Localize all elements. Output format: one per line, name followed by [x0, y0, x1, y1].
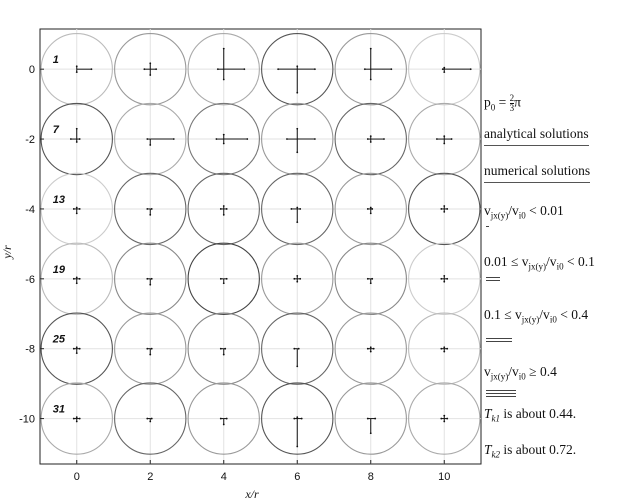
velocity-vector-tip: [146, 138, 148, 140]
legend-condition-3: $0.1 \le v_{jx(y)}/v_{i0} < 0.4$: [484, 307, 589, 325]
legend-tk1: $T_{k1}$ is about 0.44.: [484, 406, 577, 424]
legend-analytical: analytical solutions: [484, 126, 589, 146]
velocity-vector-tip: [224, 348, 226, 350]
velocity-vector-tip: [314, 138, 316, 140]
x-tick-label: 0: [73, 471, 80, 483]
velocity-vector-tip: [223, 134, 225, 136]
velocity-vector-tip: [314, 68, 316, 70]
velocity-vector-tip: [76, 128, 78, 130]
velocity-vector-tip: [296, 151, 298, 153]
row-index-label: 31: [52, 403, 65, 416]
velocity-vector-tip: [149, 284, 151, 286]
velocity-vector-tip: [443, 346, 445, 348]
velocity-vector-tip: [146, 278, 148, 280]
x-tick-label: 4: [220, 471, 227, 483]
velocity-vector-tip: [367, 138, 369, 140]
velocity-vector-tip: [76, 346, 78, 348]
y-tick-label: -2: [25, 134, 35, 147]
velocity-vector-tip: [293, 278, 295, 280]
velocity-vector-tip: [146, 348, 148, 350]
velocity-vector-tip: [76, 141, 78, 143]
velocity-vector-tip: [223, 48, 225, 50]
legend-condition-2: $0.01 \le v_{jx(y)}/v_{i0} < 0.1$: [484, 254, 595, 272]
velocity-vector-tip: [296, 92, 298, 94]
velocity-vector-tip: [446, 208, 448, 210]
velocity-vector-tip: [451, 138, 453, 140]
velocity-vector-tip: [443, 205, 445, 207]
velocity-vector-tip: [223, 354, 225, 356]
velocity-vector-tip: [149, 214, 151, 216]
legend-swatch-4: [486, 390, 516, 399]
velocity-vector-tip: [371, 278, 373, 280]
x-axis-label: x/r: [245, 487, 259, 501]
x-tick-label: 6: [294, 471, 301, 483]
velocity-vector-tip: [220, 278, 222, 280]
velocity-vector-tip: [149, 421, 151, 423]
velocity-vector-tip: [151, 278, 153, 280]
velocity-vector-tip: [223, 282, 225, 284]
velocity-vector-tip: [442, 68, 444, 70]
velocity-vector-tip: [76, 71, 78, 73]
velocity-vector-tip: [149, 354, 151, 356]
x-tick-label: 10: [438, 471, 451, 483]
velocity-vector-tip: [446, 278, 448, 280]
velocity-vector-tip: [73, 348, 75, 350]
velocity-vector-tip: [76, 65, 78, 67]
velocity-vector-tip: [299, 278, 301, 280]
velocity-vector-tip: [443, 71, 445, 73]
velocity-vector-tip: [443, 421, 445, 423]
velocity-vector-tip: [296, 128, 298, 130]
velocity-vector-tip: [79, 138, 81, 140]
row-index-label: 1: [52, 54, 59, 67]
y-axis-label: y/r: [0, 245, 14, 259]
velocity-vector-tip: [299, 208, 301, 210]
velocity-vector-tip: [370, 432, 372, 434]
velocity-vector-tip: [149, 74, 151, 76]
velocity-vector-tip: [91, 68, 93, 70]
velocity-vector-tip: [370, 346, 372, 348]
velocity-vector-tip: [70, 138, 72, 140]
velocity-vector-tip: [151, 208, 153, 210]
velocity-vector-tip: [443, 275, 445, 277]
legend-numerical: numerical solutions: [484, 163, 590, 183]
velocity-vector-tip: [370, 212, 372, 214]
velocity-vector-tip: [293, 348, 295, 350]
velocity-vector-tip: [390, 68, 392, 70]
velocity-vector-tip: [440, 418, 442, 420]
velocity-vector-tip: [296, 275, 298, 277]
velocity-vector-tip: [443, 211, 445, 213]
velocity-vector-tip: [79, 418, 81, 420]
velocity-vector-tip: [446, 348, 448, 350]
velocity-vector-tip: [73, 208, 75, 210]
row-index-label: 13: [52, 193, 65, 206]
velocity-vector-tip: [226, 208, 228, 210]
y-tick-label: -4: [25, 203, 35, 216]
velocity-vector-tip: [246, 138, 248, 140]
velocity-vector-tip: [220, 208, 222, 210]
velocity-vector-tip: [216, 138, 218, 140]
velocity-vector-tip: [298, 348, 300, 350]
velocity-vector-tip: [293, 418, 295, 420]
velocity-vector-tip: [446, 418, 448, 420]
velocity-vector-tip: [146, 418, 148, 420]
velocity-vector-tip: [436, 138, 438, 140]
velocity-vector-tip: [76, 352, 78, 354]
velocity-vector-tip: [73, 418, 75, 420]
velocity-vector-tip: [226, 418, 228, 420]
velocity-vector-tip: [367, 348, 369, 350]
velocity-vector-tip: [149, 62, 151, 64]
velocity-vector-tip: [443, 351, 445, 353]
velocity-vector-tip: [370, 79, 372, 81]
velocity-vector-tip: [440, 208, 442, 210]
velocity-vector-tip: [149, 144, 151, 146]
legend-condition-4: $v_{jx(y)}/v_{i0} \ge 0.4$: [484, 364, 557, 382]
velocity-vector-tip: [79, 278, 81, 280]
velocity-vector-tip: [223, 205, 225, 207]
velocity-vector-tip: [243, 68, 245, 70]
velocity-vector-tip: [296, 446, 298, 448]
velocity-vector-tip: [76, 421, 78, 423]
velocity-vector-tip: [296, 416, 298, 418]
velocity-vector-tip: [383, 138, 385, 140]
legend-p0: $p_0$ = $\frac{2}{3}$ π: [484, 93, 521, 113]
velocity-vector-tip: [440, 278, 442, 280]
velocity-vector-tip: [296, 365, 298, 367]
velocity-vector-tip: [367, 418, 369, 420]
velocity-vector-tip: [296, 281, 298, 283]
velocity-vector-tip: [146, 208, 148, 210]
velocity-vector-tip: [370, 351, 372, 353]
velocity-vector-tip: [217, 68, 219, 70]
velocity-vector-tip: [226, 278, 228, 280]
velocity-vector-tip: [364, 68, 366, 70]
velocity-vector-tip: [220, 348, 222, 350]
velocity-vector-tip: [370, 135, 372, 137]
velocity-vector-tip: [290, 208, 292, 210]
velocity-vector-tip: [223, 424, 225, 426]
velocity-vector-tip: [370, 48, 372, 50]
legend-swatch-3: [486, 338, 516, 344]
velocity-vector-tip: [443, 415, 445, 417]
y-tick-label: -8: [25, 343, 35, 356]
legend-tk2: $T_{k2}$ is about 0.72.: [484, 442, 577, 460]
velocity-vector-tip: [373, 348, 375, 350]
velocity-vector-tip: [223, 214, 225, 216]
x-tick-label: 8: [367, 471, 374, 483]
velocity-vector-tip: [440, 348, 442, 350]
y-tick-label: -6: [25, 273, 35, 286]
velocity-vector-tip: [76, 282, 78, 284]
velocity-vector-tip: [76, 207, 78, 209]
y-tick-label: -10: [19, 413, 35, 426]
velocity-vector-tip: [296, 207, 298, 209]
velocity-vector-tip: [301, 418, 303, 420]
velocity-vector-tip: [76, 276, 78, 278]
velocity-vector-tip: [173, 138, 175, 140]
velocity-vector-tip: [277, 68, 279, 70]
y-tick-label: 0: [28, 64, 35, 77]
velocity-vector-tip: [76, 416, 78, 418]
velocity-vector-tip: [443, 135, 445, 137]
velocity-vector-tip: [370, 207, 372, 209]
x-tick-label: 2: [147, 471, 154, 483]
row-index-label: 19: [52, 263, 65, 276]
velocity-vector-tip: [223, 143, 225, 145]
velocity-vector-tip: [151, 348, 153, 350]
legend-swatch-1: [486, 226, 516, 229]
velocity-vector-tip: [470, 68, 472, 70]
velocity-vector-tip: [443, 281, 445, 283]
velocity-vector-tip: [76, 212, 78, 214]
velocity-vector-tip: [374, 418, 376, 420]
velocity-vector-tip: [79, 208, 81, 210]
velocity-vector-tip: [371, 208, 373, 210]
velocity-vector-tip: [443, 67, 445, 69]
velocity-vector-tip: [367, 208, 369, 210]
velocity-vector-tip: [79, 348, 81, 350]
velocity-vector-tip: [286, 138, 288, 140]
velocity-vector-tip: [370, 141, 372, 143]
velocity-vector-tip: [155, 68, 157, 70]
velocity-vector-tip: [370, 282, 372, 284]
velocity-vector-tip: [143, 68, 145, 70]
row-index-label: 7: [52, 124, 59, 137]
velocity-vector-tip: [367, 278, 369, 280]
row-index-label: 25: [52, 333, 65, 346]
legend-condition-1: $v_{jx(y)}/v_{i0} < 0.01$: [484, 203, 564, 221]
velocity-vector-tip: [443, 143, 445, 145]
velocity-vector-tip: [223, 79, 225, 81]
legend-swatch-2: [486, 277, 516, 283]
velocity-vector-tip: [151, 418, 153, 420]
velocity-vector-tip: [73, 278, 75, 280]
velocity-vector-tip: [296, 221, 298, 223]
velocity-vector-tip: [296, 65, 298, 67]
velocity-vector-tip: [220, 418, 222, 420]
